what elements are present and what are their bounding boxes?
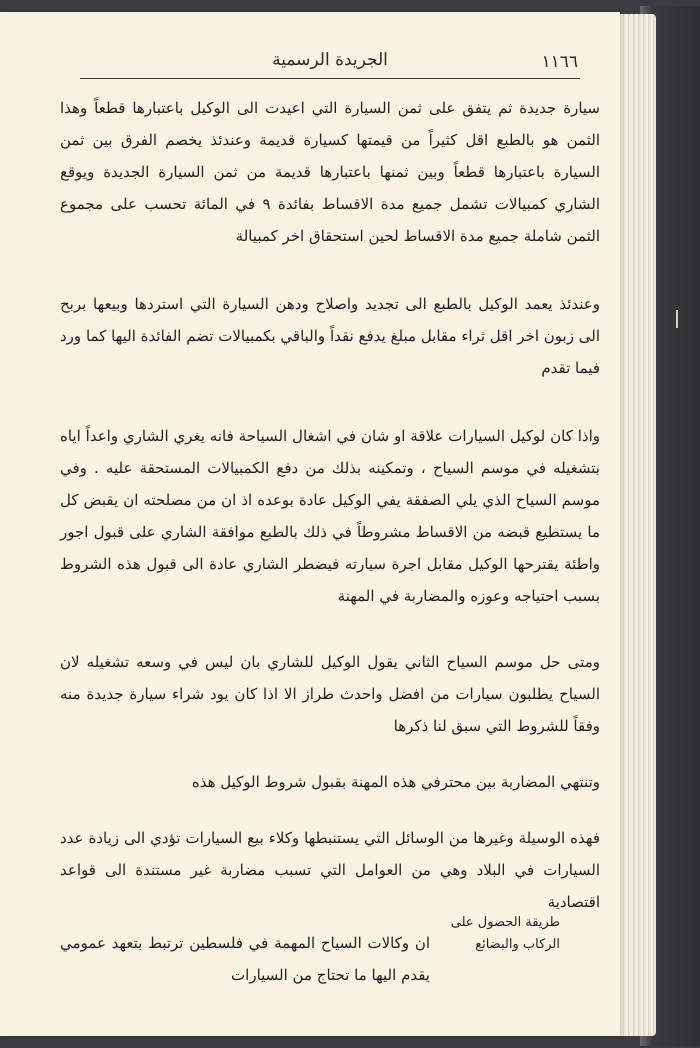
paragraph-6: فهذه الوسيلة وغيرها من الوسائل التي يستنبطها وكلاء بيع السيارات تؤدي الى زيادة عدد السيارات في البلاد وهي من العوامل التي تسبب مضاربة غير مستندة الى قواعد اقتصادية <box>60 829 600 911</box>
header-rule <box>80 78 580 79</box>
running-title: الجريدة الرسمية <box>272 50 388 70</box>
bookmark-thread <box>676 310 678 328</box>
paragraph-2: وعندئذ يعمد الوكيل بالطبع الى تجديد واصلاح ودهن السيارة التي استردها وبيعها بربح الى زبون اخر اقل ثراء مقابل مبلغ يدفع نقداً والباقي بكمبيالات تضم الفائدة اليها كما ورد فيما تقدم <box>60 295 600 377</box>
paragraph-1: سيارة جديدة ثم يتفق على ثمن السيارة التي اعيدت الى الوكيل باعتبارها قطعاً وهذا الثمن هو بالطبع اقل كثيراً من قيمتها كسيارة قديمة وعندئذ يخصم الفرق بين ثمن السيارة باعتبارها قطعاً وبين ثمنها باعتبارها قديمة من ثمن السيارة الجديدة ويوقع الشاري كمبيالات تشمل جميع مدة الاقساط بفائدة ٩ في المائة تحسب على مجموع الثمن شاملة جميع مدة الاقساط لحين استحقاق اخر كمبيالة <box>60 99 601 245</box>
paragraph-4: ومتى حل موسم السياح الثاني يقول الوكيل للشاري بان ليس في وسعه تشغيله لان السياح يطلبون سيارات من افضل واحدث طراز الا اذا كان يود شراء سيارة جديدة منه وفقاً للشروط التي سبق لنا ذكرها <box>60 653 600 735</box>
body-text <box>60 92 600 944</box>
paragraph-5: وتنتهي المضاربة بين محترفي هذه المهنة بقبول شروط الوكيل هذه <box>191 773 600 791</box>
page-number: ١١٦٦ <box>541 52 578 72</box>
page-header <box>70 48 590 82</box>
paragraph-3: واذا كان لوكيل السيارات علاقة او شان في اشغال السياحة فانه يغري الشاري واعداً اياه بتشغيله في موسم السياح ، وتمكينه بذلك من دفع الكمبيالات المستحقة عليه . وفي موسم السياح الذي يلي الصفقة يفي الوكيل عادة بوعده اذ ان من مصلحته ان يقبض كل ما يستطيع قبضه من الاقساط مشروطاً في ذلك بالطبع موافقة الشاري على قبول اجور واطئة يقترحها الوكيل مقابل اجرة سيارته فيضطر الشاري عادة الى قبول هذه الشروط بسبب احتياجه وعوزه والمضاربة في المهنة <box>60 427 600 605</box>
paragraph-7: ان وكالات السياح المهمة في فلسطين ترتبط بتعهد عمومي يقدم اليها ما تحتاج من السيارات <box>60 934 430 984</box>
margin-note: طريقة الحصول على الركاب والبضائع <box>450 915 560 952</box>
book-page <box>0 12 620 1036</box>
